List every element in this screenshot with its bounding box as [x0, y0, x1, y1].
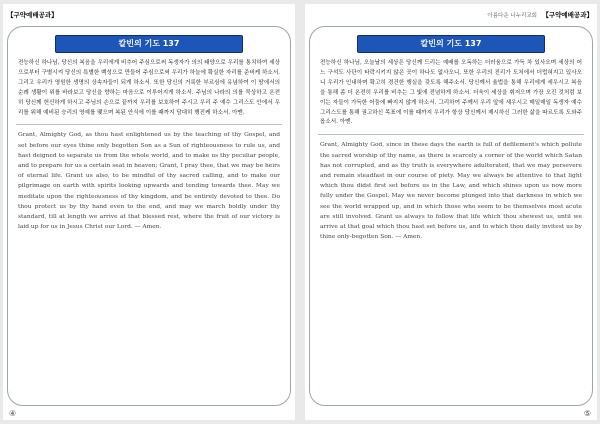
divider	[16, 124, 282, 125]
page-number: ④	[9, 409, 17, 418]
section-tag: 【구약예배공과】	[542, 11, 593, 19]
section-tag: 【구약예배공과】	[7, 11, 58, 19]
divider	[318, 134, 584, 135]
church-name: 아름다운 나누리교회	[487, 13, 537, 19]
english-prayer-text: Grant, Almighty God, as thou hast enlightened us by the teaching of thy Gospel, and set before our eyes thine only begotten Son as a Sun of righteousness to rule us, and hast deigned to separate us from the whole world, and to make us thy peculiar people, and to prepare for us a certain seat in heaven; Grant, I pray thee, that we may be heirs of eternal life. Grant us also, to be mindful of thy sacred calling, and to make our pilgrimage on earth with spirits looking upwards and tending towards thee. May we meditate upon the righteousness of thy kingdom, and be entirely devoted to thee. Do thou protect us by thy hand even to the end, and may we march boldly under thy standard, till at length we arrive at that blessed rest, where the fruit of our victory is laid up for us in Jesus Christ our Lord. — Amen.	[18, 132, 280, 231]
right-page	[305, 4, 597, 420]
korean-prayer-text: 전능하신 하나님, 당신의 복음을 우리에게 비추어 주심으로써 독생자가 의의 태양으로 우리를 통치하여 세상으로부터 구별시켜 당신의 특별한 백성으로 만들어 주심으로써 우리가 하늘에 확실한 자리를 준비케 하소서. 그리고 우리가 영원한 생명의 상속자들이 되게 하소서. 또한 당신의 거룩한 부르심에 유념하여 이 땅에서의 순례 생활이 위를 바라보고 당신을 향하는 마음으로 이루어지게 하소서. 주님의 나라의 의를 묵상하고 온전히 당신께 헌신하게 하시고 주님의 손으로 끝까지 우리를 보호하여 주시고 우리 주 예수 그리스도 안에서 우리를 위해 예비된 승리의 영예를 맺으며 복된 안식에 이를 때까지 담대히 행진케 하소서. 아멘.	[18, 60, 280, 116]
left-page	[3, 4, 295, 420]
prayer-title: 칼빈의 기도 137	[55, 35, 243, 53]
prayer-frame	[309, 26, 593, 406]
page-number: ⑤	[583, 409, 591, 418]
prayer-frame	[7, 26, 291, 406]
korean-prayer-text: 전능하신 하나님, 오늘날의 세상은 당신께 드리는 예배를 오독하는 더러움으로 가득 차 있사오며 세상의 어느 구석도 사단이 타락시키지 않은 곳이 하나도 없사오니, 또한 우리의 진리가 도처에서 더럽혀지고 있사오니 우리가 인내하며 확고히 경건한 행실을 갖도록 해주소서. 당신께서 율법을 통해 우리에게 세우시고 복음을 통해 좀 더 온전히 우리를 비추는 그 빛에 전념하게 하소서. 더욱이 세상을 휘저으며 가장 오진 것처럼 보이는 자들이 가득한 어둠에 빠지지 않게 하소서. 그리하여 주께서 우리 앞에 세우시고 매일매일 독생자 예수 그리스도를 통해 권고하신 목표에 이를 때까지 우리가 항상 당신께서 제시하신 그러한 삶을 따르도록 도와주옵소서. 아멘.	[320, 60, 582, 126]
english-prayer-text: Grant, Almighty God, since in these days the earth is full of defilement's which pollute the sacred worship of thy name, as there is scarcely a corner of the world which Satan has not corrupted, and as thy truth is everywhere adulterated, that we may persevere and remain steadfast in our course of piety. May we always be attentive to that light which thou didst first set before us in the Law, and which shines upon us now more fully under the Gospel. May we never become plunged into that darkness in which we see the world wrapped up, and in which those who seem to be themselves most acute are still involved. Grant us always to follow that life which thou shewest us, until we arrive at that goal which thou hast set before us, and to which thou daily invitest us by thine only-begotten Son. — Amen.	[320, 142, 582, 241]
prayer-title: 칼빈의 기도 137	[357, 35, 545, 53]
